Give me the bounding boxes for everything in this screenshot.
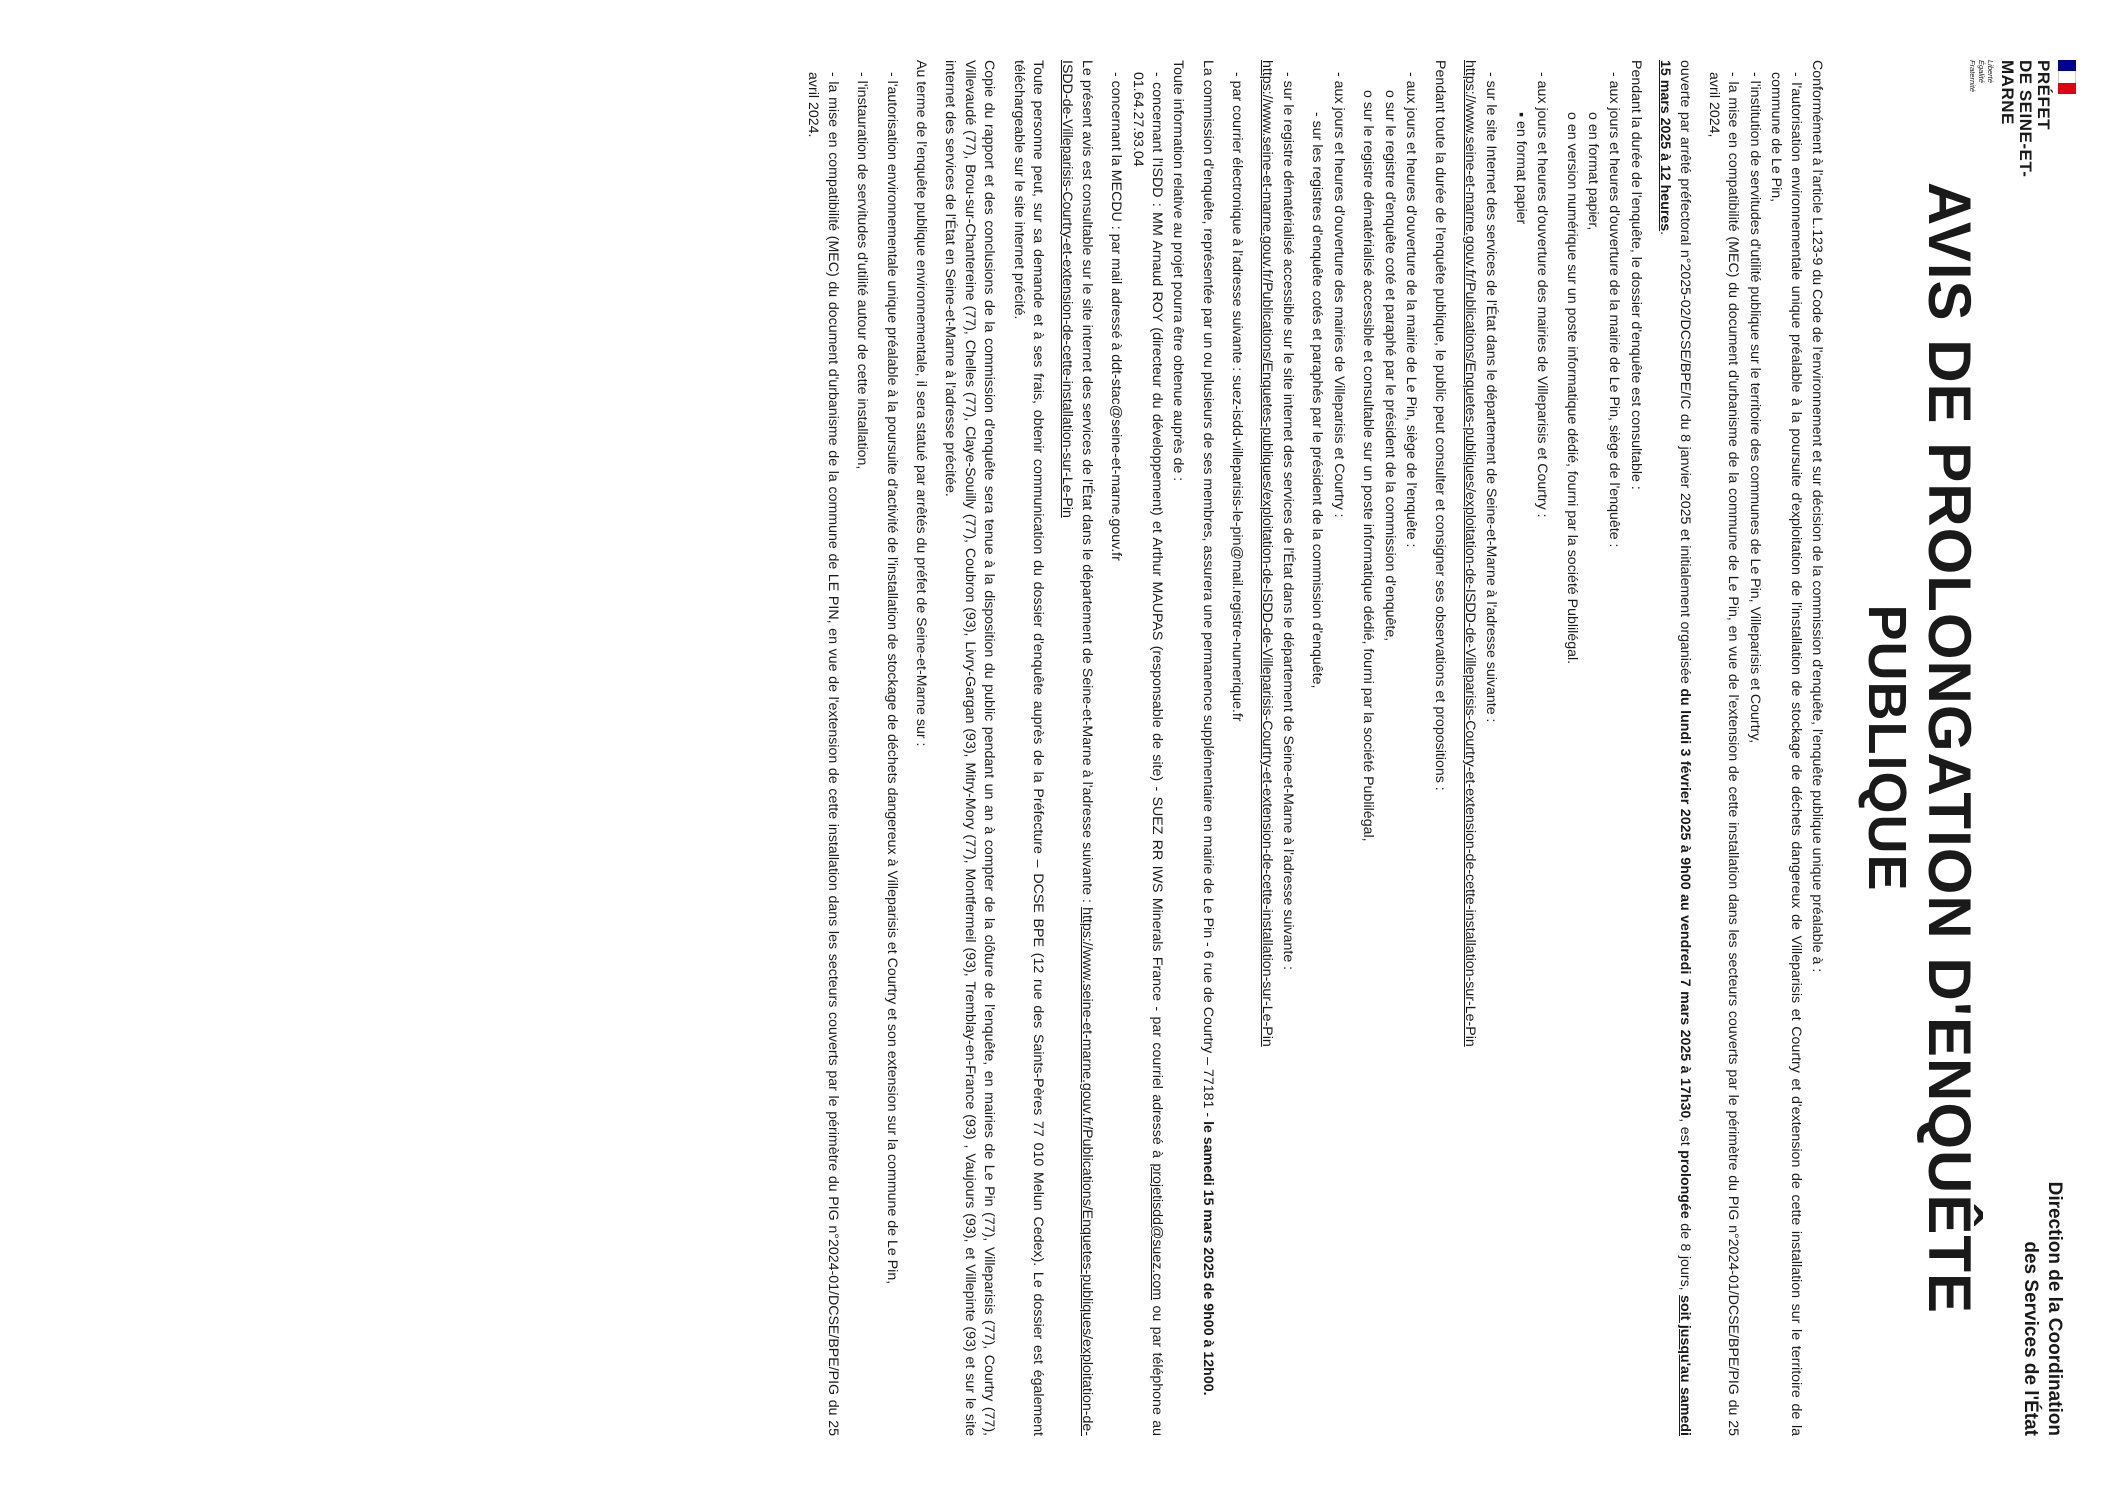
opened-text-c: , est [1676,1118,1693,1151]
devise-liberte: Liberté [1986,60,1995,83]
devise-egalite: Égalité [1977,60,1986,83]
communication-paragraph: Toute personne peut, sur sa demande et à ses frais, obtenir communication du dossier d'enquête auprès de la Préfecture – DCSE BPE (12 rue des Saints-Pères 77 010 Melun Cedex). Le dossier est également téléchargeable sur le site internet précité. [1010,60,1046,1436]
opened-prolongee: prolongée [1676,1150,1693,1219]
intro-item-1: - l'autorisation environnementale unique préalable à la poursuite d'exploitation de l'installation de stockage de déchets dangereux de Villeparisis et Courtry et d'extension de cette installation sur le territoire de la commune de Le Pin, [1768,72,1804,1436]
header [1968,60,2076,1436]
conclusion-d2: - l'instauration de servitudes d'utilité autour de cette installation, [854,72,871,470]
direction-line1: Direction de la Coordination [2044,1181,2065,1436]
direction-line2: des Services de l'État [2020,1241,2041,1436]
consult-lead: Pendant la durée de l'enquête, le dossier d'enquête est consultable : [1627,60,1644,490]
avis-paragraph [1057,60,1096,1436]
conclusion-d3: - la mise en compatibilité (MEC) du document d'urbanisme de la commune de LE PIN, en vue de l'extension de cette installation dans les secteurs couverts par le périmètre du PIG n°2024-01/DCSE/BPE/PIG du 25 avril 2024. [805,72,841,1436]
observe-b1: - aux jours et heures d'ouverture de la mairie de Le Pin, siège de l'enquête : [1403,72,1420,548]
consult-url-link[interactable]: https://www.seine-et-marne.gouv.fr/Publications/Enquetes-publiques/exploitation-de-ISDD-de-Villeparisis-Courtry-et-extension-de-cette-installation-sur-Le-Pin [1461,60,1478,1047]
opened-deadline: soit jusqu'au samedi 15 mars 2025 à 12 heures [1657,60,1693,1436]
direction-block [2018,1182,2066,1436]
observe-lead: Pendant toute la durée de l'enquête publique, le public peut consulter et consigner ses observations et propositions : [1432,60,1449,791]
intro-opened [1655,60,1694,1436]
opened-text-e: de 8 jours, [1676,1218,1693,1296]
observe-b1-o2: o sur le registre dématérialisé accessible et consultable sur un poste informatique dédié, fourni par la société Publilégal, [1360,90,1377,842]
permanence [1197,60,1216,1436]
devise-fraternite: Fraternité [1968,60,1977,93]
avis-url-link[interactable]: https://www.seine-et-marne.gouv.fr/Publications/Enquetes-publiques/exploitation-de-ISDD-de-Villeparisis-Courtry-et-extension-de-cette-installation-sur-Le-Pin [1059,60,1095,1436]
info-c1-phone: ou par téléphone au 01.64.27.93.04 [1129,72,1166,1436]
conclusion-d1: - l'autorisation environnementale unique préalable à la poursuite d'activité de l'installation de stockage de déchets dangereux à Villeparisis et Courtry et son extension sur la commune de Le Pin, [883,72,900,1285]
flag-stripe-blue [2058,60,2076,71]
permanence-date: le samedi 15 mars 2025 de 9h00 à 12h00. [1199,1121,1216,1396]
info-lead: Toute information relative au projet pourra être obtenue auprès de : [1170,60,1187,482]
permanence-text: La commission d'enquête, représentée par un ou plusieurs de ses membres, assurera une permanence supplémentaire en mairie de Le Pin - 6 rue de Courtry – 77181 - [1199,60,1216,1122]
consult-a2: - aux jours et heures d'ouverture des mairies de Villeparisis et Courtry : [1534,72,1551,518]
intro-lead: Conformément à l'article L.123-9 du Code de l'environnement et sur décision de la commission d'enquête, l'enquête publique unique préalable à : [1809,60,1825,973]
consult-a1-o1: o en format papier, [1584,112,1601,231]
info-c1 [1127,60,1166,1436]
flag-stripe-red [2058,83,2076,94]
intro-item-3: - la mise en compatibilité (MEC) du document d'urbanisme de la commune de Le Pin, en vue de l'extension de cette installation dans les secteurs couverts par le périmètre du PIG n°2024-01/DCSE/BPE/PIG du 25 avril 2024, [1705,72,1742,1436]
org-line1: PRÉFET [2034,60,2053,131]
conclusion-lead: Au terme de l'enquête publique environnementale, il sera statué par arrêtés du préfet de Seine-et-Marne sur : [912,60,929,747]
org-line2: DE SEINE-ET-MARNE [1998,60,2035,178]
avis-text: Le présent avis est consultable sur le site internet des services de l'État dans le département de Seine-et-Marne à l'adresse suivante : [1078,60,1095,908]
intro-item-2: - l'institution de servitudes d'utilité publique sur le territoire des communes de Le Pin, Villeparisis et Courtry, [1746,72,1763,744]
consult-a1-o2: o en version numérique sur un poste informatique dédié, fourni par la société Publilégal. [1563,112,1580,665]
info-c1-text: - concernant l'ISDD : MM Arnaud ROY (directeur du développement) et Arthur MAUPAS (responsable de site) - SUEZ RR IWS Minerals France - par courriel adressé à [1149,72,1166,1164]
title-line1: AVIS DE PROLONGATION D'ENQUÊTE [1916,181,1983,1315]
consult-a1: - aux jours et heures d'ouverture de la mairie de Le Pin, siège de l'enquête : [1606,72,1623,548]
opened-text-a: ouverte par arrêté préfectoral n°2025-02/DCSE/BPE/IC du 8 janvier 2025 et initialement organisée [1676,60,1693,689]
observe-b3: - sur le registre dématérialisé accessible sur le site internet des services de l'État dans le département de Seine-et-Marne à l'adresse suivante : [1280,72,1297,971]
copie-paragraph: Copie du rapport et des conclusions de la commission d'enquête sera tenue à la disposition du public pendant un an à compter de la clôture de l'enquête, en mairies de Le Pin (77), Villeparisis (77), Courtry (77), Villevaudé (77), Brou-sur-Chantereine (77), Chelles (77), Claye-Souilly (77), Coubron (93), Livry-Gargan (93), Mitry-Mory (77), Montfermeil (93), Tremblay-en-France (93) , Vaujours (93), et Villepinte (93) et sur le site internet des services de l'État en Seine-et-Marne à l'adresse précitée. [942,60,998,1436]
devise [1968,60,1995,190]
flag-stripe-white [2058,71,2076,82]
info-c1-email-link[interactable]: projetisdd@suez.com [1149,1163,1166,1301]
consult-a2-o1: ▪ en format papier [1512,112,1529,225]
flag-icon [2058,60,2076,94]
title-line2: PUBLIQUE [1857,604,1917,892]
info-c2: - concernant la MECDU : par mail adressé à ddt-stac@seine-et-marne.gouv.fr [1108,72,1125,561]
observe-b2: - aux jours et heures d'ouverture des mairies de Villeparisis et Courtry : [1330,72,1347,518]
observe-b1-o1: o sur le registre d'enquête coté et paraphé par le président de la commission d'enquête, [1381,90,1398,642]
opened-dates: du lundi 3 février 2025 à 9h00 au vendredi 7 mars 2025 à 17h30 [1676,688,1693,1119]
marianne-logo [1968,60,2076,190]
observe-url-link[interactable]: https://www.seine-et-marne.gouv.fr/Publications/Enquetes-publiques/exploitation-de-ISDD-de-Villeparisis-Courtry-et-extension-de-cette-installation-sur-Le-Pin [1258,60,1275,1047]
observe-b2-o1: - sur les registres d'enquête cotés et paraphés par le président de la commission d'enquête, [1309,112,1326,689]
consult-a3: - sur le site Internet des services de l'État dans le département de Seine-et-Marne à l'adresse suivante : [1483,72,1500,723]
observe-b4: - par courrier électronique à l'adresse suivante : suez-isdd-villeparisis-le-pin@mail.registre-numerique.fr [1229,72,1246,722]
opened-text-g: . [1657,231,1674,236]
